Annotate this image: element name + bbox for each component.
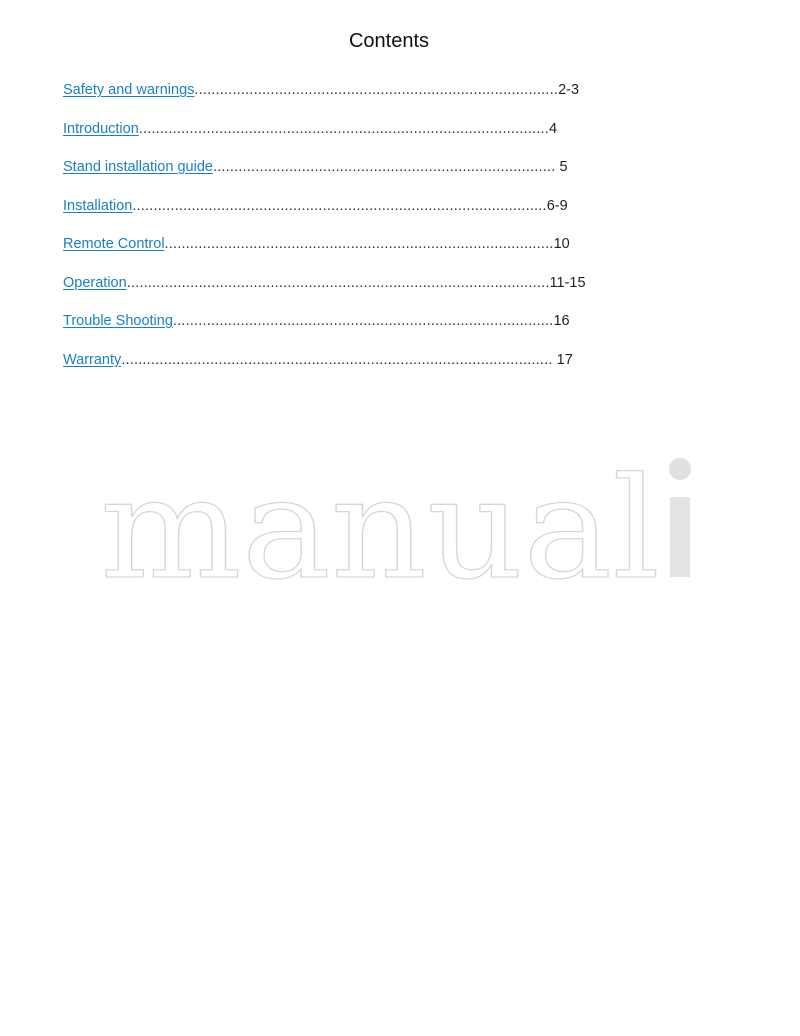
watermark-text: manual	[100, 455, 660, 585]
toc-leader-dots: ..................................................................................................	[132, 198, 547, 214]
manuali-watermark-logo	[100, 455, 700, 585]
toc-link-installation[interactable]: Installation	[63, 198, 133, 214]
toc-entry-stand-installation	[63, 159, 568, 179]
toc-entry-remote-control	[63, 236, 570, 256]
toc-link-stand-installation-guide[interactable]: Stand installation guide	[63, 159, 213, 175]
toc-leader-dots: ..........................................................................................	[172, 313, 554, 329]
toc-entry-safety	[63, 82, 579, 102]
toc-leader-dots: .................................................................................................	[138, 121, 549, 137]
toc-entry-warranty	[63, 352, 573, 372]
toc-entry-trouble-shooting	[63, 313, 570, 333]
toc-page-number: 10	[553, 236, 570, 252]
toc-entry-introduction	[63, 121, 557, 141]
toc-page-number: 17	[552, 352, 573, 368]
toc-link-operation[interactable]: Operation	[63, 275, 127, 291]
toc-page-number: 2-3	[558, 82, 580, 98]
toc-link-introduction[interactable]: Introduction	[63, 121, 139, 137]
toc-link-safety-and-warnings[interactable]: Safety and warnings	[63, 82, 195, 98]
toc-entry-operation	[63, 275, 586, 295]
toc-link-trouble-shooting[interactable]: Trouble Shooting	[63, 313, 173, 329]
toc-leader-dots: .................................................................................	[212, 159, 556, 175]
toc-leader-dots: ......................................................................................................	[121, 352, 553, 368]
toc-page-number: 6-9	[546, 198, 568, 214]
toc-leader-dots: ....................................................................................................	[126, 275, 550, 291]
toc-link-remote-control[interactable]: Remote Control	[63, 236, 165, 252]
toc-leader-dots: ......................................................................................	[194, 82, 559, 98]
toc-page-number: 16	[553, 313, 570, 329]
page-title: Contents	[348, 30, 430, 52]
toc-link-warranty[interactable]: Warranty	[63, 352, 122, 368]
toc-entry-installation	[63, 198, 568, 218]
toc-page-number: 11-15	[549, 275, 586, 291]
toc-page-number: 5	[555, 159, 568, 175]
toc-page-number: 4	[548, 121, 558, 137]
watermark-i-stem	[670, 497, 690, 577]
watermark-i-dot	[669, 458, 691, 480]
toc-leader-dots: ............................................................................................	[164, 236, 554, 252]
